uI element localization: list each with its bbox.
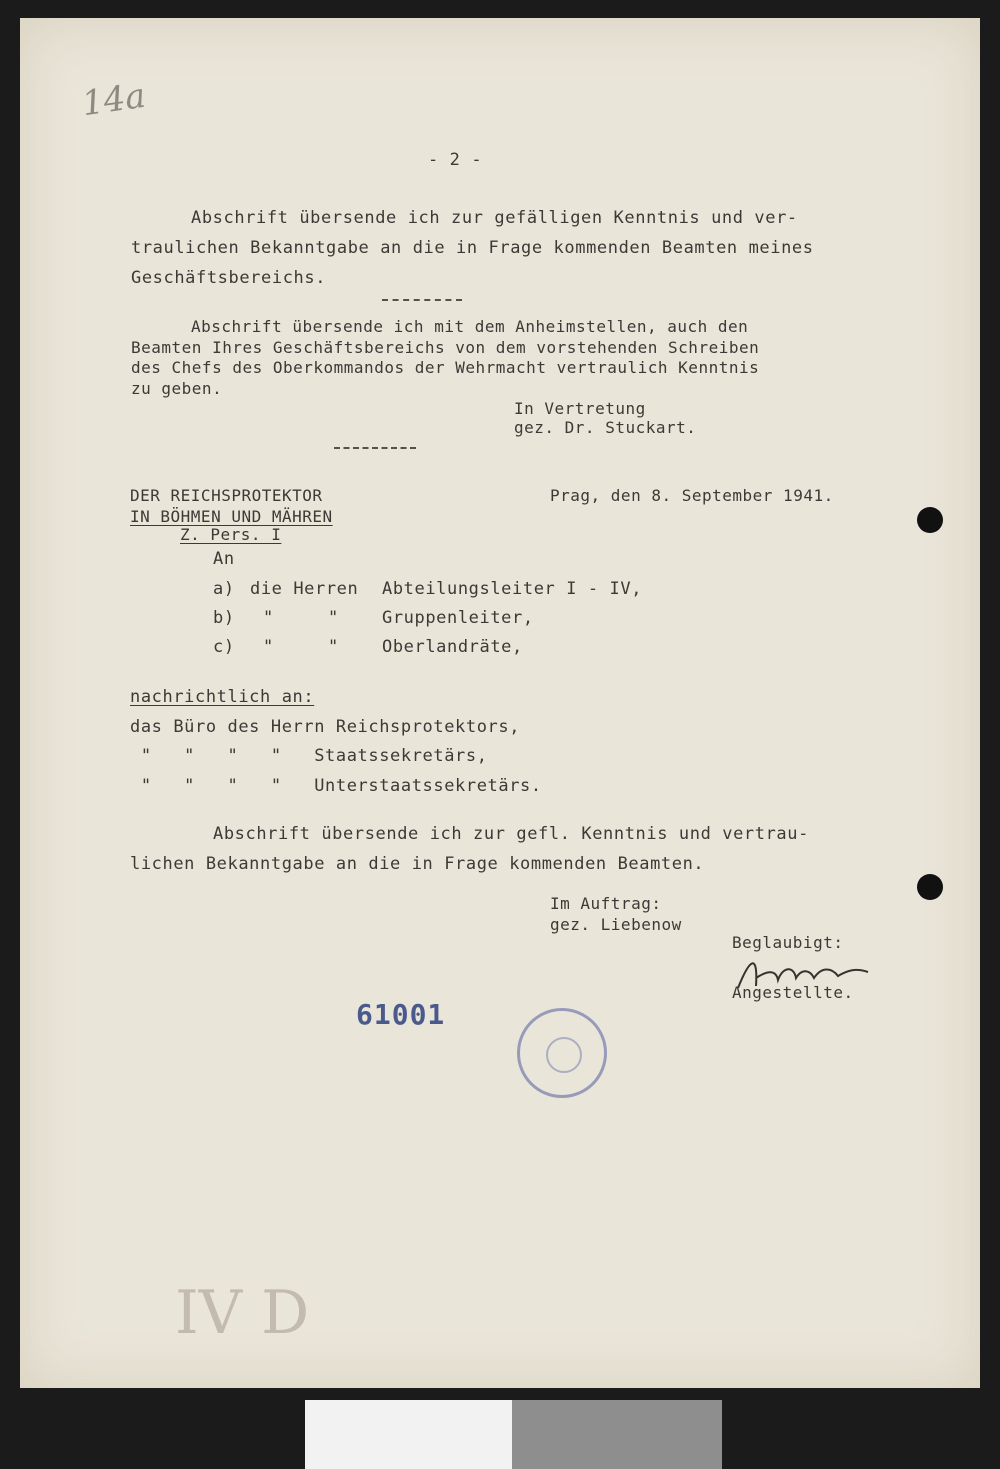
margin-mark: IV D bbox=[175, 1278, 310, 1348]
paragraph-2-line-3: des Chefs des Oberkommandos der Wehrmacht vertraulich Kenntnis bbox=[131, 358, 760, 377]
addressee-mark: c) bbox=[213, 637, 235, 657]
calibration-white-patch bbox=[305, 1400, 512, 1469]
document-page bbox=[20, 18, 980, 1388]
separator-rule bbox=[334, 447, 416, 449]
addressee-ditto: " " bbox=[263, 637, 339, 657]
paragraph-2-line-1: Abschrift übersende ich mit dem Anheimstellen, auch den bbox=[191, 317, 749, 336]
cc-line: " " " " Unterstaatssekretärs. bbox=[130, 776, 542, 796]
certified-label: Beglaubigt: bbox=[732, 933, 844, 952]
paragraph-1-line-1: Abschrift übersende ich zur gefälligen Kenntnis und ver- bbox=[191, 208, 798, 228]
addressee-name: Abteilungsleiter I - IV, bbox=[382, 579, 643, 599]
signature-1-line-1: In Vertretung bbox=[514, 399, 646, 418]
paragraph-3-line-2: lichen Bekanntgabe an die in Frage kommenden Beamten. bbox=[130, 854, 705, 874]
page-number: - 2 - bbox=[428, 150, 483, 170]
addressee-mark: a) bbox=[213, 579, 235, 599]
place-date: Prag, den 8. September 1941. bbox=[550, 486, 834, 505]
punch-hole bbox=[917, 874, 943, 900]
sender-line-1: DER REICHSPROTEKTOR bbox=[130, 486, 323, 505]
signature-1-line-2: gez. Dr. Stuckart. bbox=[514, 418, 697, 437]
reference: Z. Pers. I bbox=[180, 525, 282, 544]
paragraph-2-line-4: zu geben. bbox=[131, 379, 223, 398]
addressee-intro: An bbox=[213, 549, 235, 569]
stamp-number: 61001 bbox=[356, 998, 446, 1031]
paragraph-3-line-1: Abschrift übersende ich zur gefl. Kenntnis und vertrau- bbox=[213, 824, 809, 844]
paragraph-1-line-3: Geschäftsbereichs. bbox=[131, 268, 327, 288]
round-seal-stamp bbox=[517, 1008, 607, 1098]
cc-line: das Büro des Herrn Reichsprotektors, bbox=[130, 717, 521, 737]
addressee-name: Oberlandräte, bbox=[382, 637, 523, 657]
sender-line-2: IN BÖHMEN UND MÄHREN bbox=[130, 507, 333, 526]
handwritten-annotation: 14a bbox=[79, 75, 149, 125]
addressee-mark: b) bbox=[213, 608, 235, 628]
signature-2-line-1: Im Auftrag: bbox=[550, 894, 662, 913]
paragraph-1-line-2: traulichen Bekanntgabe an die in Frage kommenden Beamten meines bbox=[131, 238, 814, 258]
addressee-ditto: die Herren bbox=[250, 579, 359, 599]
paragraph-2-line-2: Beamten Ihres Geschäftsbereichs von dem vorstehenden Schreiben bbox=[131, 338, 760, 357]
certified-role: Angestellte. bbox=[732, 983, 854, 1002]
separator-rule bbox=[382, 299, 462, 301]
signature-2-line-2: gez. Liebenow bbox=[550, 915, 682, 934]
cc-heading: nachrichtlich an: bbox=[130, 687, 315, 707]
punch-hole bbox=[917, 507, 943, 533]
addressee-name: Gruppenleiter, bbox=[382, 608, 534, 628]
cc-line: " " " " Staatssekretärs, bbox=[130, 746, 488, 766]
addressee-ditto: " " bbox=[263, 608, 339, 628]
calibration-grey-patch bbox=[512, 1400, 722, 1469]
